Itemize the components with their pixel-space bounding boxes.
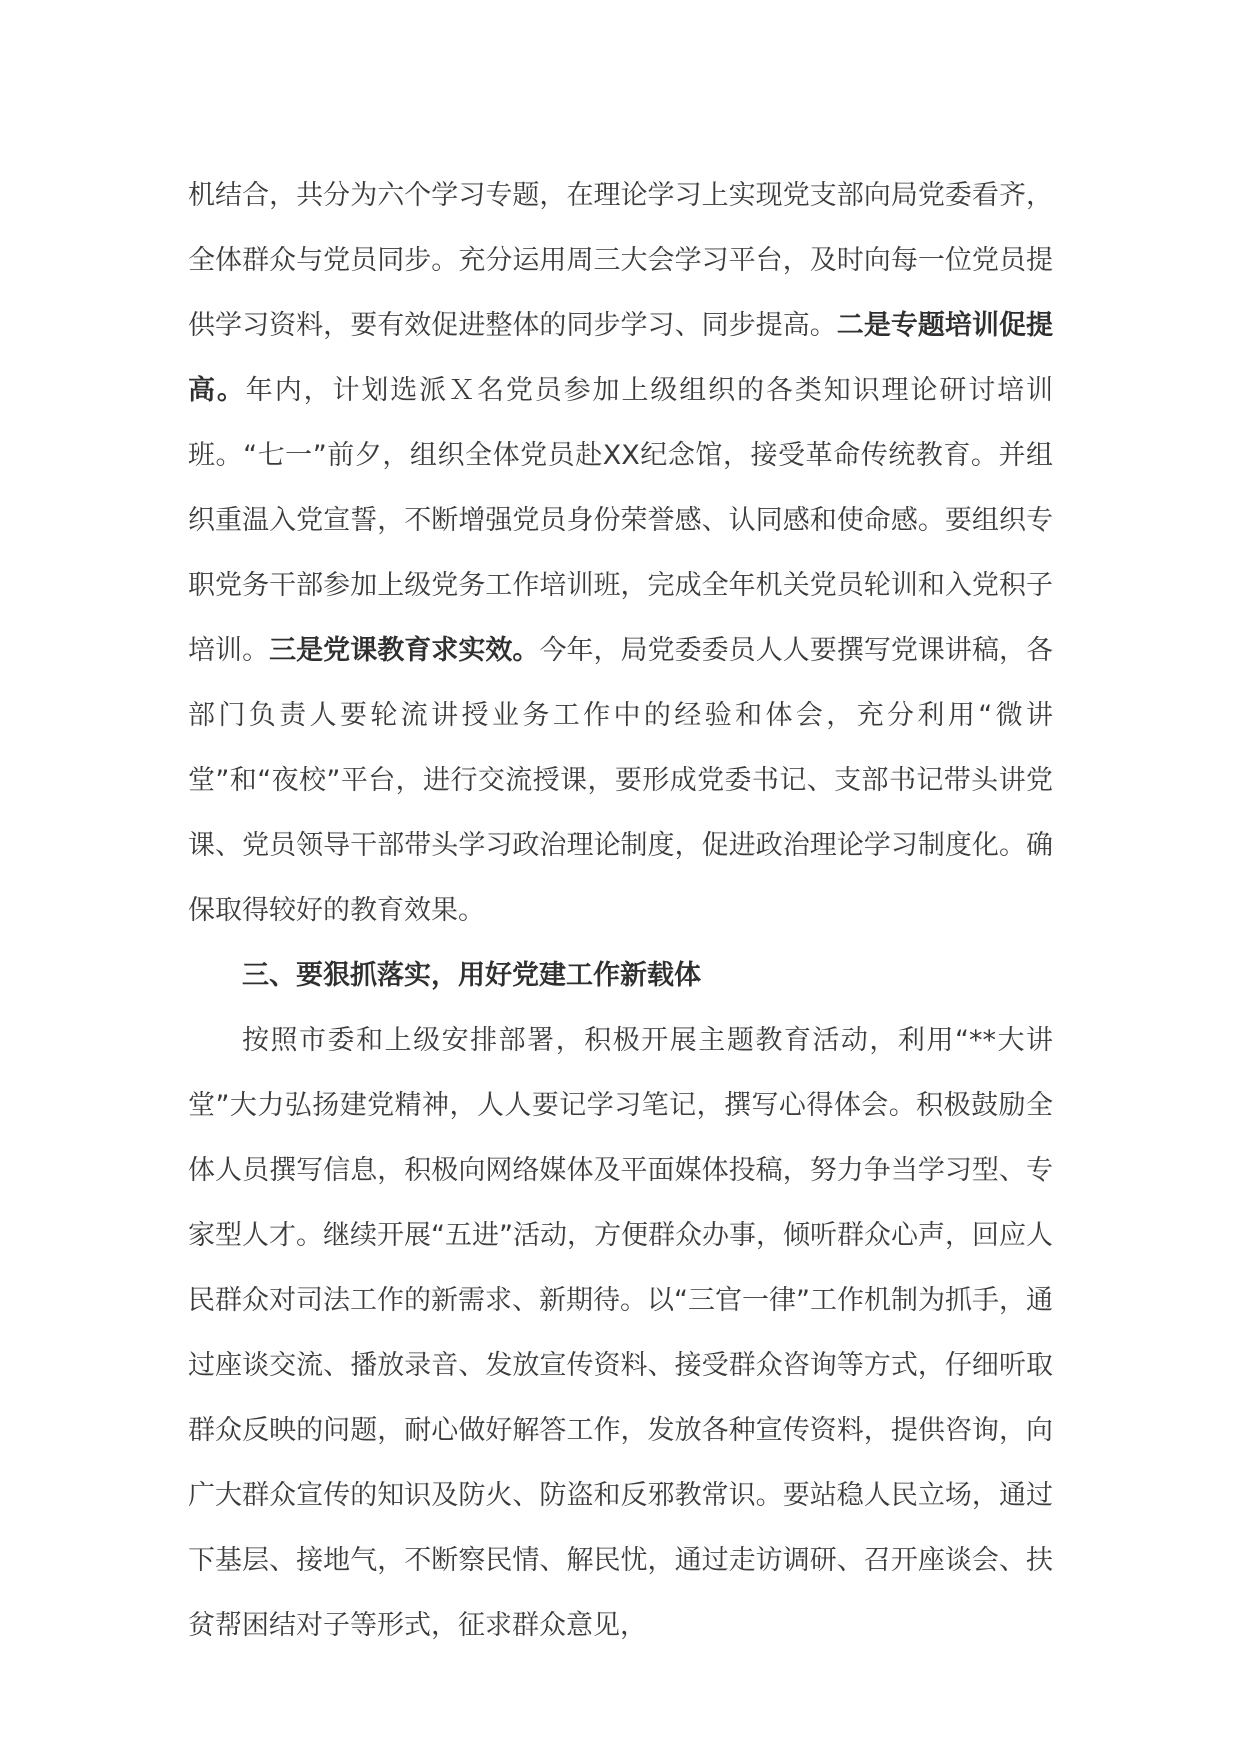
bold-point-training: 二是专题培训促提高。: [188, 310, 1054, 406]
section-heading: 三、要狠抓落实，用好党建工作新载体: [242, 960, 701, 991]
bold-point-party-lecture: 三是党课教育求实效。: [269, 635, 540, 666]
paragraph-text: 机结合，共分为六个学习专题，在理论学习上实现党支部向局党委看齐，全体群众与党员同步。充分运用周三大会学习平台，及时向每一位党员提供学习资料，要有效促进整体的同步学习、同步提高。: [188, 180, 1053, 341]
paragraph-implementation: 按照市委和上级安排部署，积极开展主题教育活动，利用“**大讲堂”大力弘扬建党精神，人人要记学习笔记，撰写心得体会。积极鼓励全体人员撰写信息，积极向网络媒体及平面媒体投稿，努力争当学习型、专家型人才。继续开展“五进”活动，方便群众办事，倾听群众心声，回应人民群众对司法工作的新需求、新期待。以“三官一律”工作机制为抓手，通过座谈交流、播放录音、发放宣传资料、接受群众咨询等方式，仔细听取群众反映的问题，耐心做好解答工作，发放各种宣传资料，提供咨询，向广大群众宣传的知识及防火、防盗和反邪教常识。要站稳人民立场，通过下基层、接地气，不断察民情、解民忧，通过走访调研、召开座谈会、扶贫帮困结对子等形式，征求群众意见，: [188, 1025, 1053, 1641]
paragraph-text: 年内，计划选派Ｘ名党员参加上级组织的各类知识理论研讨培训班。“七一”前夕，组织全体党员赴XX纪念馆，接受革命传统教育。并组织重温入党宣誓，不断增强党员身份荣誉感、认同感和使命感。要组织专职党务干部参加上级党务工作培训班，完成全年机关党员轮训和入党积子培训。: [188, 375, 1054, 666]
paragraph-study-training: [188, 163, 1053, 943]
paragraph-text: 今年，局党委委员人人要撰写党课讲稿，各部门负责人要轮流讲授业务工作中的经验和体会，充分利用“微讲堂”和“夜校”平台，进行交流授课，要形成党委书记、支部书记带头讲党课、党员领导干部带头学习政治理论制度，促进政治理论学习制度化。确保取得较好的教育效果。: [188, 635, 1054, 926]
document-body: [188, 163, 1053, 1658]
